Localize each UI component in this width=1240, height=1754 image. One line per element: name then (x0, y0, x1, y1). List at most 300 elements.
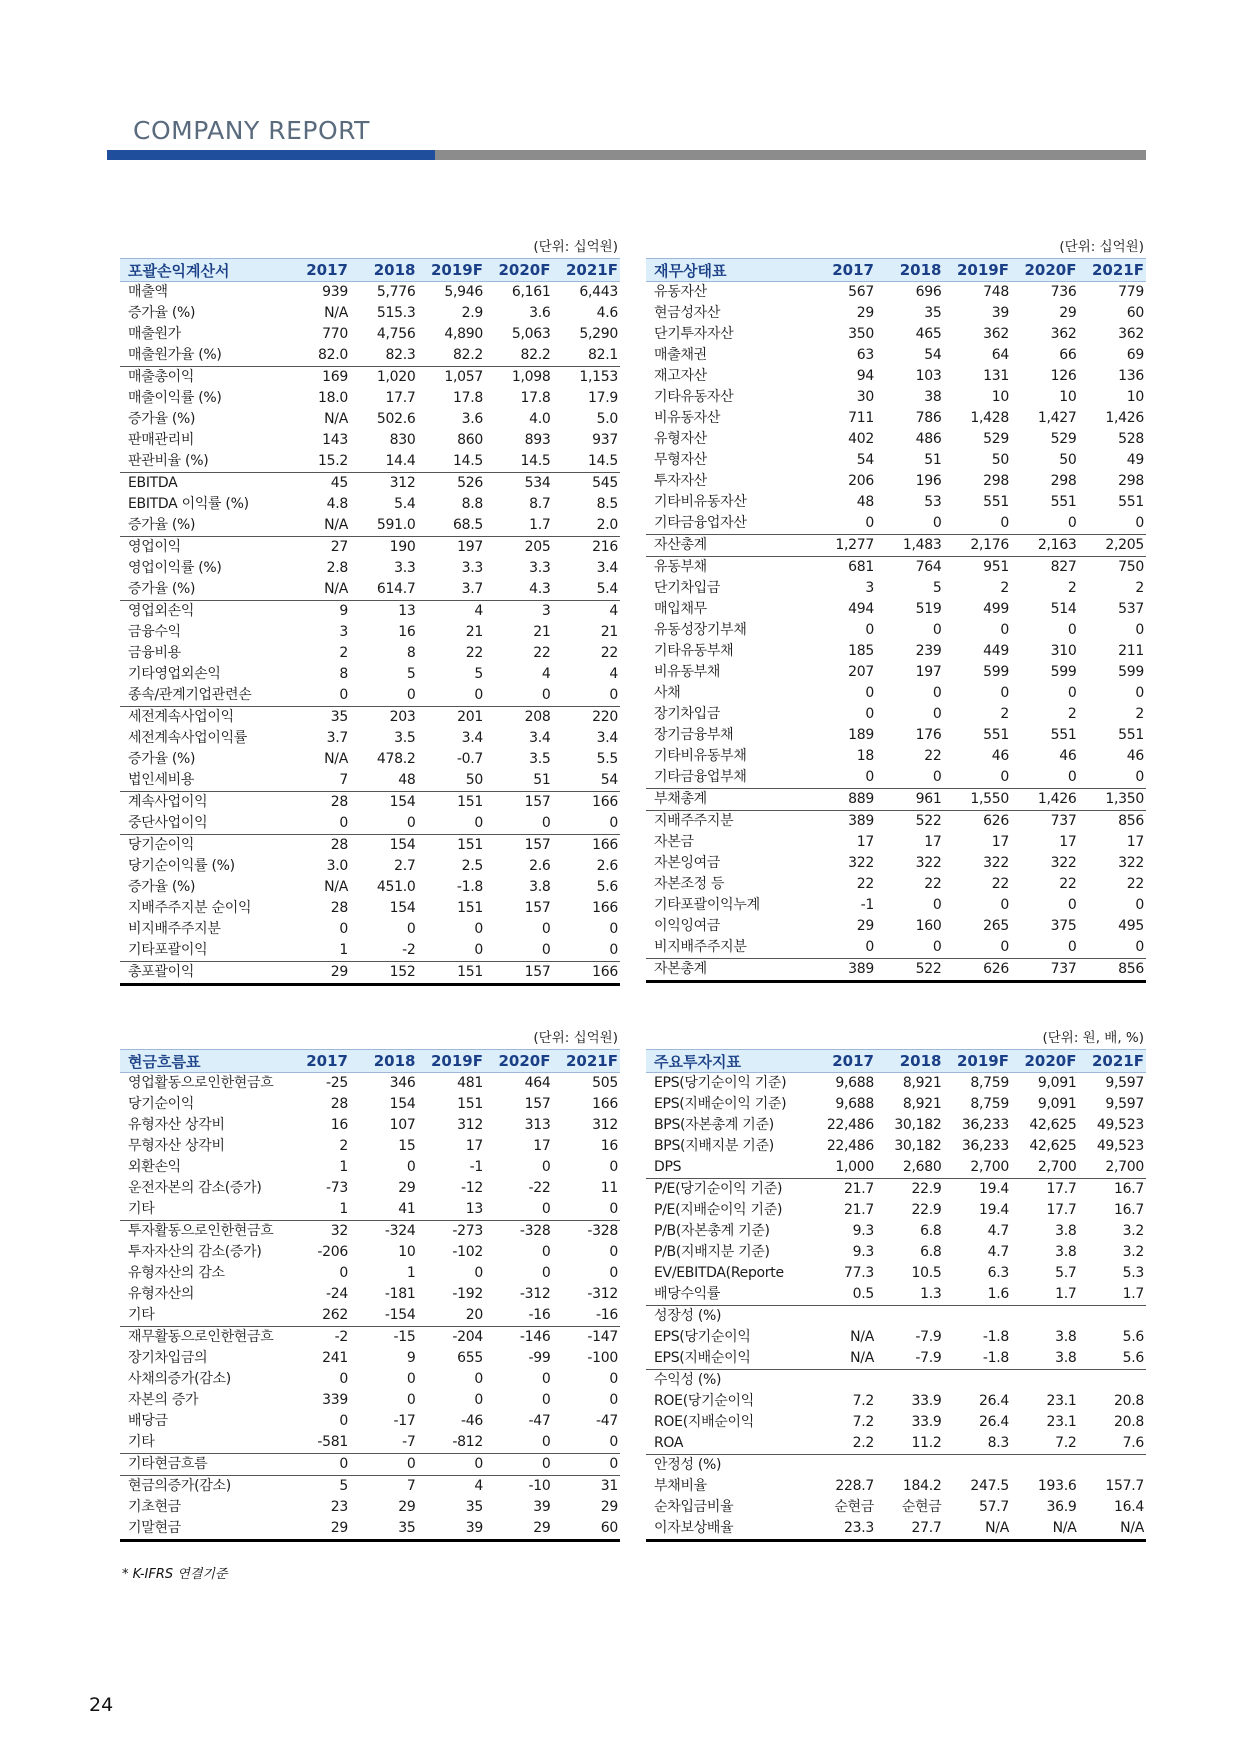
table-row (120, 282, 620, 304)
cell-value: 2 (1000, 706, 1009, 722)
cell-value: N/A (1052, 1520, 1077, 1536)
cell-value (1079, 1306, 1147, 1328)
row-label: 판매관리비 (128, 432, 195, 448)
cell-value: 551 (1118, 727, 1144, 743)
row-label: BPS(자본총계 기준) (654, 1117, 774, 1133)
cell-value (944, 1306, 1012, 1328)
cell-value: 2.6 (529, 858, 551, 874)
cell-value: 3.3 (394, 560, 416, 576)
table-row (120, 643, 620, 664)
cell-value: 241 (322, 1350, 348, 1366)
row-label: 자본조정 등 (654, 876, 725, 892)
row-label: 유형자산 (654, 431, 707, 447)
cell-value: 107 (389, 1117, 416, 1133)
cell-value: 522 (876, 811, 944, 833)
cell-value: 39 (465, 1520, 483, 1536)
cell-value: 0 (932, 897, 942, 913)
row-label: 매출이익률 (%) (128, 390, 222, 406)
cell-value: 551 (1118, 494, 1144, 510)
year-header: 2017 (808, 1050, 876, 1073)
year-header: 2019F (944, 1050, 1012, 1073)
cell-value: 3.2 (1122, 1244, 1144, 1260)
row-label: 당기순이익률 (%) (128, 858, 235, 874)
cell-value: 18 (856, 748, 874, 764)
cell-value: 154 (389, 1096, 416, 1112)
cell-value: 6.8 (920, 1244, 942, 1260)
table-row (120, 1115, 620, 1136)
cell-value: 208 (485, 707, 553, 729)
cell-value: 36,233 (961, 1117, 1009, 1133)
table-row (120, 1518, 620, 1541)
cell-value: 4 (553, 601, 621, 623)
cell-value: 3 (339, 624, 348, 640)
cell-value: 46 (991, 748, 1009, 764)
table-row (120, 962, 620, 985)
cell-value: -2 (282, 1327, 350, 1349)
table-row (646, 811, 1146, 833)
cell-value: 0 (339, 815, 348, 831)
row-label: 비유동자산 (654, 410, 721, 426)
cell-value: 375 (1050, 918, 1077, 934)
cell-value: 9,688 (835, 1096, 874, 1112)
table-row (646, 1073, 1146, 1095)
cell-value: 7 (339, 772, 348, 788)
table-row (646, 662, 1146, 683)
cell-value: 126 (1050, 368, 1077, 384)
row-label: 기타비유동자산 (654, 494, 747, 510)
year-header: 2018 (350, 259, 418, 282)
cell-value: 681 (808, 557, 876, 579)
cell-value: 0 (406, 1159, 416, 1175)
row-label: 기타 (128, 1307, 155, 1323)
cell-value: 77.3 (844, 1265, 874, 1281)
row-label: 비지배주주지분 (128, 921, 221, 937)
table-row (646, 832, 1146, 853)
cell-value: 0 (339, 1265, 348, 1281)
row-label: EPS(당기순이익 기준) (654, 1075, 787, 1091)
cell-value: 4,756 (376, 326, 416, 342)
cell-value: 8.8 (461, 496, 483, 512)
year-header: 2019F (944, 259, 1012, 282)
table-title: 현금흐름표 (120, 1050, 282, 1073)
cell-value: N/A (324, 305, 348, 321)
cell-value (1079, 1455, 1147, 1477)
table-row (646, 535, 1146, 557)
cell-value: 5.5 (596, 751, 618, 767)
cell-value: 313 (524, 1117, 551, 1133)
cell-value: 599 (1050, 664, 1077, 680)
table-header-row (120, 1050, 620, 1073)
cell-value: 228.7 (835, 1478, 874, 1494)
cell-value: 10 (991, 389, 1009, 405)
cell-value: 17 (465, 1138, 483, 1154)
cell-value: 35 (398, 1520, 416, 1536)
cell-value: 2 (1135, 706, 1144, 722)
balance-sheet-table (646, 258, 1146, 983)
cell-value: 29 (282, 962, 350, 985)
cell-value (1011, 1306, 1079, 1328)
row-label: 유형자산의 (128, 1286, 195, 1302)
cell-value: 45 (282, 473, 350, 495)
cell-value: 451.0 (376, 879, 416, 895)
cell-value: 478.2 (376, 751, 416, 767)
table-row (120, 728, 620, 749)
row-label: 당기순이익 (120, 835, 282, 857)
cell-value: 312 (592, 1117, 618, 1133)
cell-value: 0 (609, 1392, 618, 1408)
cell-value: -1.8 (982, 1350, 1009, 1366)
cell-value: 8,921 (902, 1075, 942, 1091)
cell-value: 0 (609, 921, 618, 937)
cell-value: 5.6 (1122, 1329, 1144, 1345)
row-label: P/B(지배지분 기준) (654, 1244, 770, 1260)
cell-value: 176 (915, 727, 942, 743)
cell-value: 29 (600, 1499, 618, 1515)
unit-label: (단위: 십억원) (533, 1030, 618, 1046)
cell-value: 154 (350, 835, 418, 857)
cell-value: 1,483 (876, 535, 944, 557)
cell-value: 8.5 (596, 496, 618, 512)
cell-value: -312 (587, 1286, 618, 1302)
row-label: 증가율 (%) (128, 305, 196, 321)
cell-value: 48 (398, 772, 416, 788)
cell-value: 0 (865, 939, 874, 955)
cell-value: 22 (600, 645, 618, 661)
row-label: EPS(지배순이익 기준) (654, 1096, 787, 1112)
cell-value: 151 (418, 962, 486, 985)
cell-value: 519 (915, 601, 942, 617)
cell-value: 64 (991, 347, 1009, 363)
row-label: 당기순이익 (128, 1096, 195, 1112)
header-bar (107, 150, 1146, 160)
row-label: 증가율 (%) (128, 517, 196, 533)
row-label: 기타 (128, 1434, 155, 1450)
unit-label: (단위: 십억원) (1059, 239, 1144, 255)
cell-value: 8.7 (529, 496, 551, 512)
cell-value: 827 (1011, 557, 1079, 579)
cell-value (808, 1455, 876, 1477)
table-row (646, 1115, 1146, 1136)
cell-value: 3.4 (461, 730, 483, 746)
cell-value: 22,486 (826, 1138, 874, 1154)
cell-value (1011, 1370, 1079, 1392)
table-row (120, 345, 620, 367)
cell-value: 389 (808, 959, 876, 982)
cell-value: 2,176 (944, 535, 1012, 557)
table-row (646, 1412, 1146, 1433)
cell-value: 0 (474, 815, 483, 831)
cell-value: 551 (1050, 494, 1077, 510)
cell-value: 9.3 (852, 1223, 874, 1239)
cell-value: 35 (924, 305, 942, 321)
row-label: P/E(지배순이익 기준) (654, 1202, 783, 1218)
cell-value: 322 (1118, 855, 1144, 871)
cell-value: 20.8 (1114, 1414, 1144, 1430)
cell-value: 22 (465, 645, 483, 661)
cell-value: 3.3 (529, 560, 551, 576)
cell-value: 69 (1126, 347, 1144, 363)
cell-value: 6.3 (987, 1265, 1009, 1281)
row-label: 세전계속사업이익률 (128, 730, 248, 746)
cell-value: -47 (596, 1413, 618, 1429)
cell-value: 3.4 (596, 560, 618, 576)
cell-value: -1 (469, 1159, 483, 1175)
cell-value: 27 (282, 537, 350, 559)
cell-value: -10 (485, 1476, 553, 1498)
cell-value: 49,523 (1096, 1117, 1144, 1133)
row-label: 자본의 증가 (128, 1392, 199, 1408)
cell-value: 189 (848, 727, 874, 743)
cell-value: 3 (485, 601, 553, 623)
table-row (646, 599, 1146, 620)
investment-indicators-table (646, 1049, 1146, 1542)
cell-value: 2.6 (596, 858, 618, 874)
cell-value: 7.2 (1055, 1435, 1077, 1451)
cell-value: 7.2 (852, 1414, 874, 1430)
row-label: ROE(당기순이익 (654, 1393, 754, 1409)
cell-value: 29 (398, 1180, 416, 1196)
cell-value: 19.4 (979, 1202, 1009, 1218)
row-label: 무형자산 (654, 452, 707, 468)
cell-value: 3.8 (1055, 1244, 1077, 1260)
cell-value: 312 (350, 473, 418, 495)
row-label: 현금성자산 (654, 305, 721, 321)
row-label: 법인세비용 (128, 772, 195, 788)
cell-value: 193.6 (1037, 1478, 1077, 1494)
table-row (646, 1433, 1146, 1455)
table-row (120, 537, 620, 559)
cell-value: -7.9 (915, 1329, 942, 1345)
cell-value: 29 (398, 1499, 416, 1515)
cell-value: 1,427 (1037, 410, 1077, 426)
cell-value: 20.8 (1114, 1393, 1144, 1409)
row-label: 이자보상배율 (654, 1520, 734, 1536)
cell-value: 0 (1067, 685, 1077, 701)
footnote: * K-IFRS 연결기준 (122, 1567, 228, 1582)
cell-value: 362 (1050, 326, 1077, 342)
cell-value: 14.5 (520, 453, 551, 469)
cell-value: 3.8 (1055, 1329, 1077, 1345)
cell-value: 5.0 (596, 411, 618, 427)
cell-value: 2 (339, 645, 348, 661)
table-row (120, 940, 620, 962)
year-header: 2017 (282, 259, 350, 282)
cell-value: 599 (1118, 664, 1144, 680)
cell-value: 696 (915, 284, 942, 300)
cell-value: 711 (848, 410, 874, 426)
cell-value: 770 (322, 326, 348, 342)
cell-value: 151 (457, 900, 483, 916)
cell-value: 166 (553, 962, 621, 985)
cell-value: 951 (944, 557, 1012, 579)
cell-value: -328 (553, 1221, 621, 1243)
cell-value: 29 (1059, 305, 1077, 321)
cell-value: -812 (452, 1434, 483, 1450)
row-label: 유동자산 (654, 284, 707, 300)
cell-value: 169 (282, 367, 350, 389)
row-label: 영업이익 (120, 537, 282, 559)
cell-value: 748 (983, 284, 1009, 300)
row-label: 영업외손익 (120, 601, 282, 623)
cell-value: 16 (330, 1117, 348, 1133)
cell-value: 0 (541, 1434, 551, 1450)
cell-value: 856 (1079, 959, 1147, 982)
cell-value: 39 (991, 305, 1009, 321)
cell-value: -581 (317, 1434, 348, 1450)
cell-value: 6,443 (579, 284, 618, 300)
cell-value: 3.2 (1122, 1223, 1144, 1239)
year-header: 2020F (485, 259, 553, 282)
cell-value: 22.9 (876, 1179, 944, 1201)
cell-value: 54 (924, 347, 942, 363)
cell-value: 0 (1067, 622, 1077, 638)
cell-value: -24 (326, 1286, 348, 1302)
table-row (120, 856, 620, 877)
cell-value: 216 (553, 537, 621, 559)
cell-value: 522 (876, 959, 944, 982)
cell-value: -12 (461, 1180, 483, 1196)
cell-value: 9 (406, 1350, 416, 1366)
row-label: 비유동부채 (654, 664, 721, 680)
cell-value: 0 (541, 942, 551, 958)
cell-value: 5 (932, 580, 942, 596)
cell-value: N/A (1120, 1520, 1144, 1536)
cell-value: 346 (389, 1075, 416, 1091)
row-label: 기말현금 (128, 1520, 181, 1536)
cell-value: 82.1 (588, 347, 618, 363)
cell-value: 495 (1118, 918, 1144, 934)
row-label: 매출원가 (128, 326, 181, 342)
cell-value: 50 (991, 452, 1009, 468)
cell-value: 94 (856, 368, 874, 384)
row-label: 영업이익률 (%) (128, 560, 222, 576)
year-header: 2021F (1079, 1050, 1147, 1073)
row-label: 중단사업이익 (128, 815, 208, 831)
table-row (646, 1136, 1146, 1157)
cell-value: 2.5 (461, 858, 483, 874)
table-row (646, 557, 1146, 579)
cell-value: 0 (339, 1413, 348, 1429)
cell-value: 830 (389, 432, 416, 448)
table-row (646, 1348, 1146, 1370)
cell-value: 57.7 (979, 1499, 1009, 1515)
cell-value: -16 (596, 1307, 618, 1323)
row-label: P/E(당기순이익 기준) (646, 1179, 808, 1201)
cell-value: 23 (330, 1499, 348, 1515)
cell-value: 20 (465, 1307, 483, 1323)
cell-value: 362 (1118, 326, 1144, 342)
cell-value: 26.4 (979, 1393, 1009, 1409)
cell-value: 3.6 (529, 305, 551, 321)
row-label: 지배주주지분 (646, 811, 808, 833)
cell-value: 1,098 (485, 367, 553, 389)
row-label: 지배주주지분 순이익 (128, 900, 252, 916)
cell-value: 3.0 (326, 858, 348, 874)
cell-value: 0 (932, 685, 942, 701)
unit-label: (단위: 원, 배, %) (1042, 1030, 1144, 1046)
cell-value: 60 (600, 1520, 618, 1536)
row-label: 판관비율 (%) (128, 453, 209, 469)
cell-value: 551 (1050, 727, 1077, 743)
cell-value: 151 (418, 835, 486, 857)
cell-value: 201 (418, 707, 486, 729)
cell-value: 2 (1067, 706, 1077, 722)
cell-value: 28 (330, 1096, 348, 1112)
cell-value: 0 (474, 687, 483, 703)
cell-value: 529 (1050, 431, 1077, 447)
year-header: 2020F (1011, 259, 1079, 282)
cell-value: 0 (609, 1371, 618, 1387)
cell-value: 50 (465, 772, 483, 788)
table-row (646, 959, 1146, 982)
table-row (646, 387, 1146, 408)
table-row (646, 746, 1146, 767)
cell-value: 22 (856, 876, 874, 892)
cell-value: 21 (465, 624, 483, 640)
table-row (120, 664, 620, 685)
cell-value: 1 (339, 942, 348, 958)
table-row (646, 1476, 1146, 1497)
table-row (646, 683, 1146, 704)
cell-value: 0 (1000, 939, 1009, 955)
cell-value: 11 (600, 1180, 618, 1196)
row-label: 세전계속사업이익 (120, 707, 282, 729)
cell-value: 63 (856, 347, 874, 363)
cell-value: 136 (1118, 368, 1144, 384)
row-label: 기타유동자산 (654, 389, 734, 405)
cash-flow-table (120, 1049, 620, 1542)
cell-value: 4.7 (987, 1223, 1009, 1239)
cell-value: 764 (876, 557, 944, 579)
cell-value: 51 (533, 772, 551, 788)
cell-value: -146 (485, 1327, 553, 1349)
cell-value: 2,680 (902, 1159, 942, 1175)
table-row (120, 1411, 620, 1432)
cell-value: 151 (418, 792, 486, 814)
cell-value: 2,205 (1079, 535, 1147, 557)
table-row (646, 704, 1146, 725)
cell-value: 7 (350, 1476, 418, 1498)
cell-value: 16 (600, 1138, 618, 1154)
year-header: 2021F (1079, 259, 1147, 282)
cell-value: 103 (915, 368, 942, 384)
cell-value: 3.5 (394, 730, 416, 746)
table-row (646, 1391, 1146, 1412)
cell-value: 961 (876, 789, 944, 811)
table-row (120, 1305, 620, 1327)
cell-value: 205 (485, 537, 553, 559)
cell-value: N/A (324, 411, 348, 427)
cell-value: 0 (1135, 897, 1144, 913)
table-row (120, 1136, 620, 1157)
cell-value: 856 (1079, 811, 1147, 833)
cell-value: 17.8 (520, 390, 551, 406)
cell-value: -1.8 (456, 879, 483, 895)
cell-value: 30,182 (894, 1117, 942, 1133)
cell-value: 0 (282, 1454, 350, 1476)
cell-value: 322 (983, 855, 1009, 871)
row-label: 자본잉여금 (654, 855, 721, 871)
cell-value: 29 (533, 1520, 551, 1536)
cell-value (808, 1370, 876, 1392)
cell-value: 0 (350, 1454, 418, 1476)
cell-value: 1.6 (987, 1286, 1009, 1302)
cell-value: 0 (865, 685, 874, 701)
table-row (120, 1327, 620, 1349)
cell-value: 29 (856, 305, 874, 321)
cell-value: 157 (485, 792, 553, 814)
cell-value: 157 (485, 835, 553, 857)
